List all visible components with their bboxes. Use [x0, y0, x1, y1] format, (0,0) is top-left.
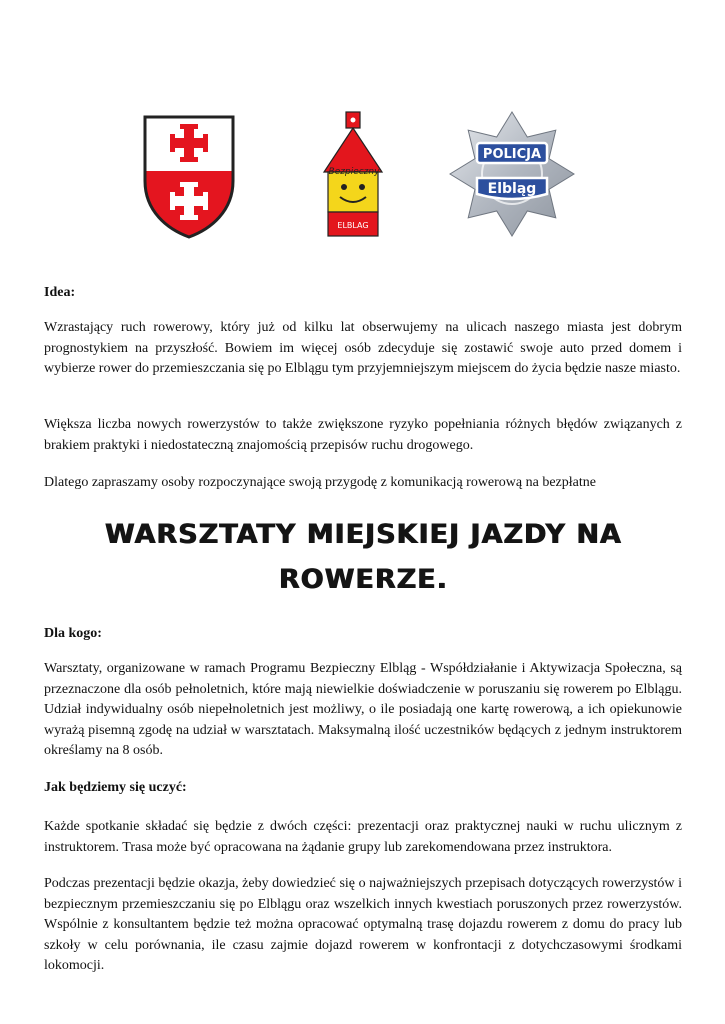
- idea-paragraph-3: Dlatego zapraszamy osoby rozpoczynające swoją przygodę z komunikacją rowerową na bezpłatne: [44, 475, 596, 490]
- idea-paragraph-1: Wzrastający ruch rowerowy, który już od kilku lat obserwujemy na ulicach naszego miasta jest dobrym prognostykiem na przyszłość. Bowiem im więcej osób zdecyduje się zostawić swoje auto przed domem i wybierze rower do przemieszczania się po Elblągu tym przyjemniejszym miejscem do życia będzie nasze miasto.: [44, 320, 682, 376]
- police-top-text: POLICJA: [482, 147, 542, 162]
- idea-heading: Idea:: [44, 285, 76, 300]
- method-paragraph-1: Każde spotkanie składać się będzie z dwóch części: prezentacji oraz praktycznej nauki w ruchu ulicznym z instruktorem. Trasa może być opracowana na żądanie grupy lub zarekomendowana przez instruktora.: [44, 819, 682, 855]
- audience-heading: Dla kogo:: [44, 626, 102, 641]
- police-badge-logo: [447, 110, 577, 238]
- police-bottom-text: Elbląg: [487, 181, 537, 197]
- audience-paragraph: Warsztaty, organizowane w ramach Programu Bezpieczny Elbląg - Współdziałanie i Aktywizacja Społeczna, są przeznaczone dla osób pełnoletnich, które mają niewielkie doświadczenie w poruszaniu się rowerem po Elblągu. Udział indywidualny osób niepełnoletnich jest możliwy, o ile posiadają one kartę rowerową, a ich opiekunowie wyrażą pisemną zgodę na udział w warsztatach. Maksymalną ilość uczestników będących z jednym instruktorem określamy na 8 osób.: [44, 661, 682, 758]
- bike-logo-top-text: Bezpieczny: [328, 167, 380, 177]
- workshop-title-line-2: ROWERZE.: [278, 564, 448, 595]
- bike-logo-bottom-text: ELBLAG: [337, 221, 369, 230]
- method-heading: Jak będziemy się uczyć:: [44, 780, 187, 795]
- logo-row: [0, 110, 725, 245]
- method-paragraph-2: Podczas prezentacji będzie okazja, żeby dowiedzieć się o najważniejszych przepisach dotyczących rowerzystów i bezpiecznym przemieszczaniu się po Elblągu oraz wszelkich innych kwestiach poruszonych przez rowerzystów. Wspólnie z konsultantem będzie też można opracować optymalną trasę dojazdu rowerem z domu do pracy lub szkoły w celu porównania, ile czasu zajmie dojazd rowerem w konfrontacji z dotychczasowymi środkami lokomocji.: [44, 876, 682, 973]
- coat-of-arms-logo: [141, 113, 237, 241]
- workshop-title-line-1: WARSZTATY MIEJSKIEJ JAZDY NA: [104, 519, 622, 550]
- idea-paragraph-2: Większa liczba nowych rowerzystów to także zwiększone ryzyko popełniania różnych błędów związanych z brakiem praktyki i niedostateczną znajomością przepisów ruchu drogowego.: [44, 417, 682, 453]
- bezpieczny-elblag-logo: [318, 110, 390, 240]
